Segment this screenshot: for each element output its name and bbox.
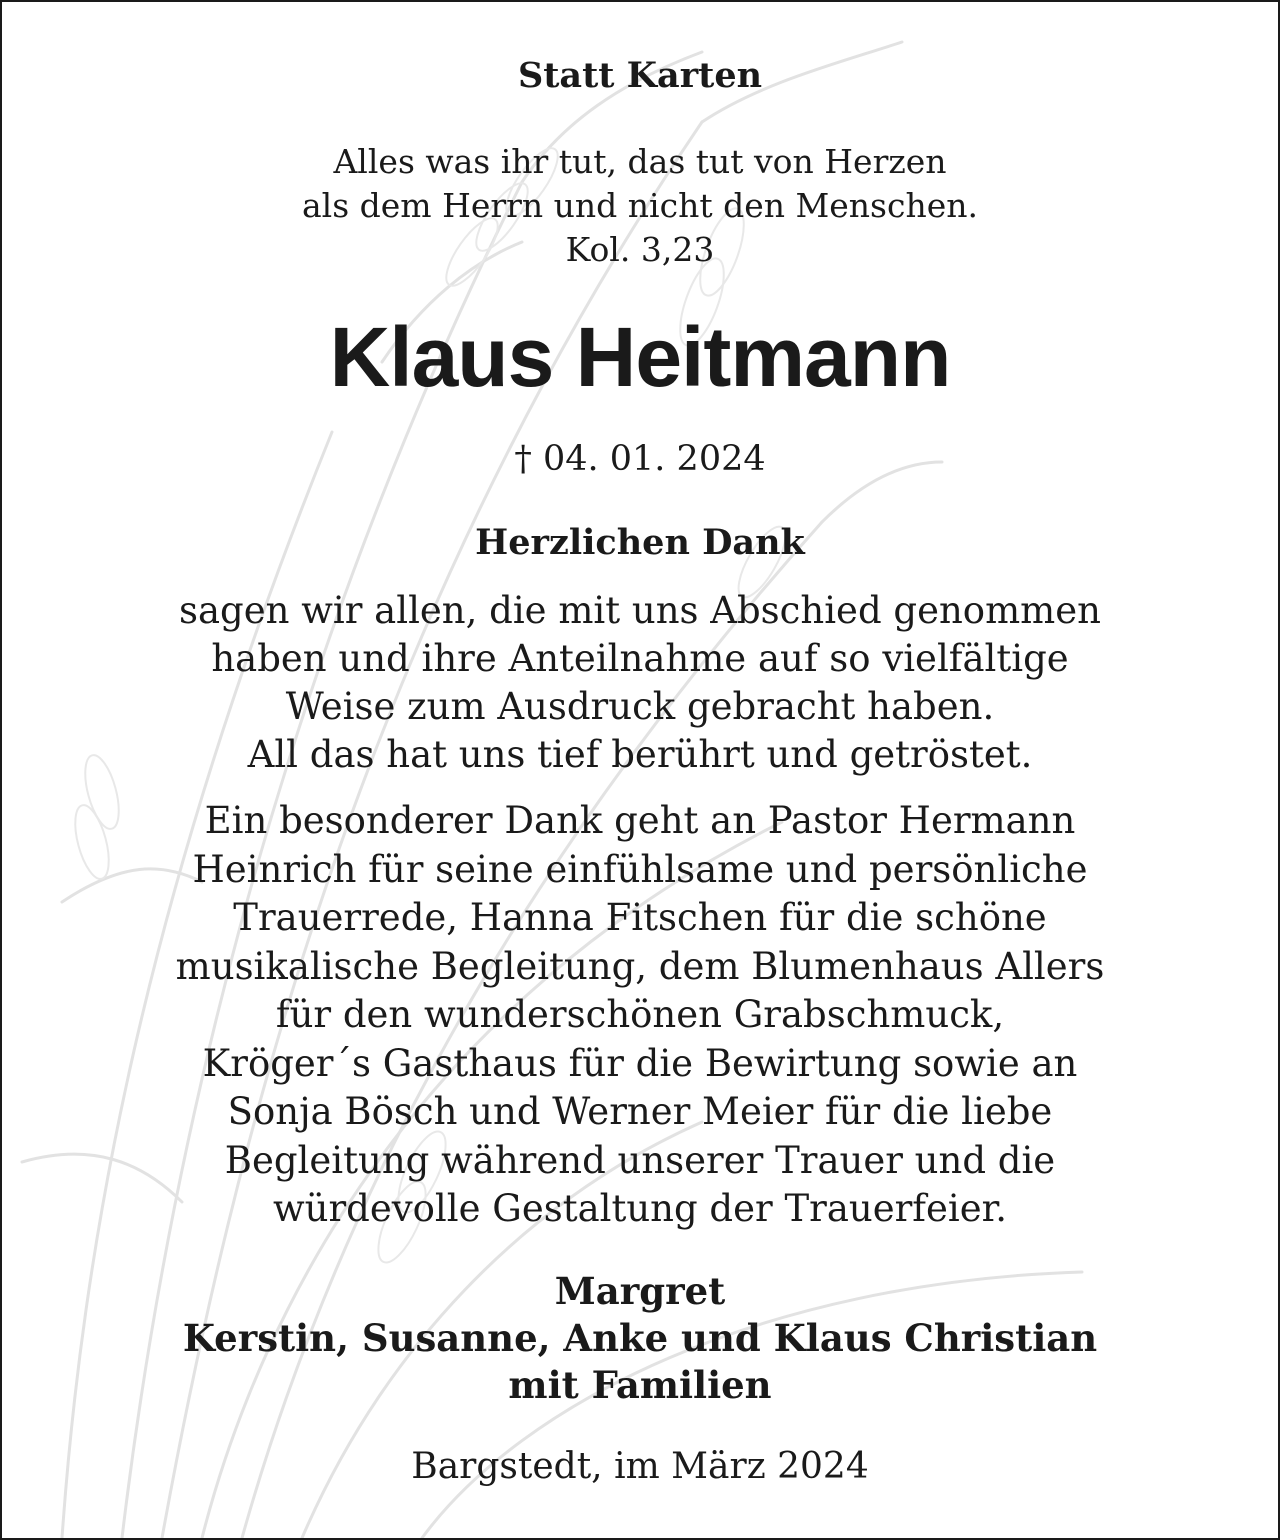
verse-line: als dem Herrn und nicht den Menschen. — [301, 186, 979, 225]
paragraph-line: sagen wir allen, die mit uns Abschied genommen — [179, 589, 1101, 632]
notice-header: Statt Karten — [517, 55, 763, 96]
bible-verse — [2, 140, 1278, 272]
paragraph-line: Sonja Bösch und Werner Meier für die liebe — [227, 1090, 1053, 1133]
paragraph-line: würdevolle Gestaltung der Trauerfeier. — [272, 1187, 1008, 1230]
death-date: † 04. 01. 2024 — [514, 439, 766, 479]
signers — [2, 1268, 1278, 1409]
special-thanks-paragraph — [42, 797, 1238, 1234]
paragraph-line: Trauerrede, Hanna Fitschen für die schöne — [233, 896, 1047, 939]
deceased-name: Klaus Heitmann — [329, 310, 951, 404]
signer-line: Kerstin, Susanne, Anke und Klaus Christian — [182, 1316, 1098, 1360]
paragraph-line: Kröger´s Gasthaus für die Bewirtung sowie an — [202, 1041, 1078, 1085]
signer-line: Margret — [554, 1269, 726, 1313]
paragraph-line: musikalische Begleitung, dem Blumenhaus Allers — [175, 944, 1105, 988]
paragraph-line: Heinrich für seine einfühlsame und persönliche — [192, 847, 1088, 891]
paragraph-line: haben und ihre Anteilnahme auf so vielfältige — [211, 637, 1069, 680]
paragraph-line: für den wunderschönen Grabschmuck, — [275, 993, 1005, 1036]
verse-reference: Kol. 3,23 — [565, 230, 715, 269]
notice-content — [2, 2, 1278, 1538]
thanks-heading: Herzlichen Dank — [475, 522, 805, 563]
verse-line: Alles was ihr tut, das tut von Herzen — [333, 142, 947, 181]
place-and-date: Bargstedt, im März 2024 — [411, 1446, 869, 1487]
paragraph-line: All das hat uns tief berührt und getröstet. — [247, 733, 1033, 776]
paragraph-line: Weise zum Ausdruck gebracht haben. — [285, 685, 995, 728]
paragraph-line: Begleitung während unserer Trauer und die — [224, 1138, 1056, 1182]
signer-line: mit Familien — [508, 1363, 772, 1407]
thanks-paragraph — [42, 587, 1238, 779]
paragraph-line: Ein besonderer Dank geht an Pastor Hermann — [204, 799, 1076, 842]
